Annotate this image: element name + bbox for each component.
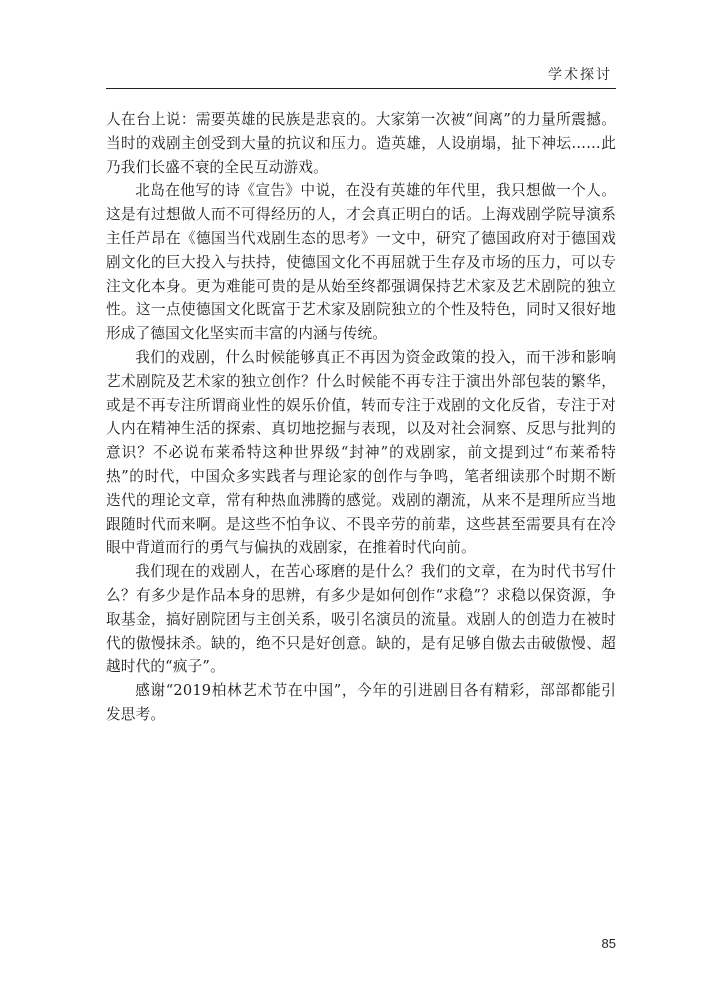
section-label: 学术探讨 xyxy=(548,67,612,83)
paragraph: 我们现在的戏剧人，在苦心琢磨的是什么？我们的文章，在为时代书写什么？有多少是作品本身的思辨，有多少是如何创作“求稳”？求稳以保资源，争取基金，搞好剧院团与主创关系，吸引名演员的流量。戏剧人的创造力在被时代的傲慢抹杀。缺的，绝不只是好创意。缺的，是有足够自傲去击破傲慢、超越时代的“疯子”。 xyxy=(106,563,616,676)
paragraph: 我们的戏剧，什么时候能够真正不再因为资金政策的投入，而干涉和影响艺术剧院及艺术家的独立创作？什么时候能不再专注于演出外部包装的繁华，或是不再专注所谓商业性的娱乐价值，转而专注于戏剧的文化反省，专注于对人内在精神生活的探索、真切地挖掘与表现，以及对社会洞察、反思与批判的意识？不必说布莱希特这种世界级“封神”的戏剧家，前文提到过“布莱希特热”的时代，中国众多实践者与理论家的创作与争鸣，笔者细读那个时期不断迭代的理论文章，常有种热血沸腾的感觉。戏剧的潮流，从来不是理所应当地跟随时代而来啊。是这些不怕争议、不畏辛劳的前辈，这些甚至需要具有在冷眼中背道而行的勇气与偏执的戏剧家，在推着时代向前。 xyxy=(106,348,616,557)
article-body xyxy=(106,108,616,727)
paragraph: 感谢“2019柏林艺术节在中国”，今年的引进剧目各有精彩，部部都能引发思考。 xyxy=(106,682,616,723)
page-number: 85 xyxy=(601,936,616,951)
paragraph: 北岛在他写的诗《宣告》中说，在没有英雄的年代里，我只想做一个人。这是有过想做人而不可得经历的人，才会真正明白的话。上海戏剧学院导演系主任芦昂在《德国当代戏剧生态的思考》一文中，研究了德国政府对于德国戏剧文化的巨大投入与扶持，使德国文化不再屈就于生存及市场的压力，可以专注文化本身。更为难能可贵的是从始至终都强调保持艺术家及艺术剧院的独立性。这一点使德国文化既富于艺术家及剧院独立的个性及特色，同时又很好地形成了德国文化坚实而丰富的内涵与传统。 xyxy=(106,182,616,343)
running-header xyxy=(106,62,616,89)
paragraph-continuation: 人在台上说：需要英雄的民族是悲哀的。大家第一次被“间离”的力量所震撼。当时的戏剧主创受到大量的抗议和压力。造英雄，人设崩塌，扯下神坛……此乃我们长盛不衰的全民互动游戏。 xyxy=(106,111,616,176)
